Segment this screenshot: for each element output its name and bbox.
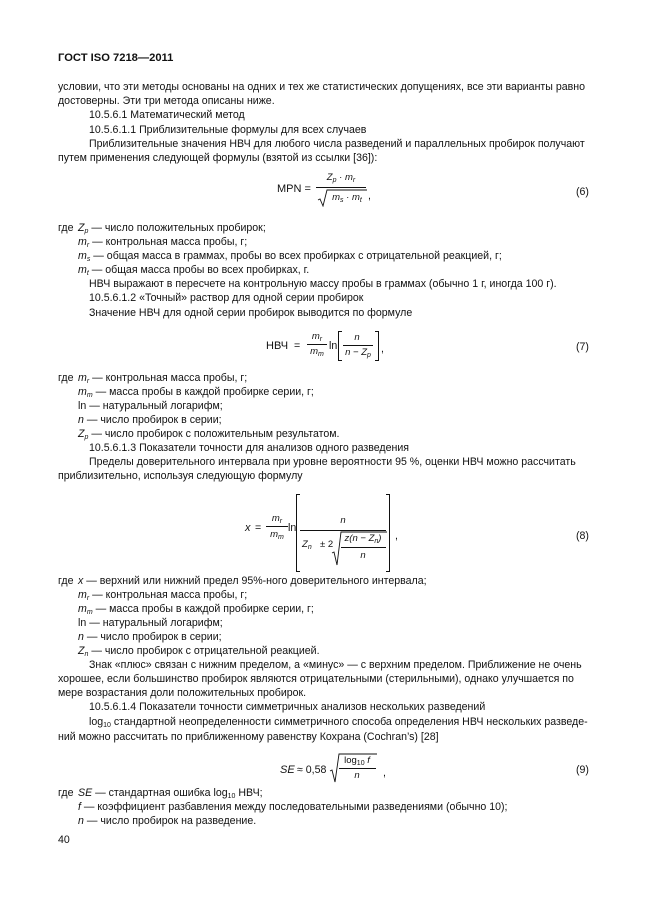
equation-number: (8) [576, 530, 589, 542]
formula-comma: , [383, 767, 386, 779]
formula-equals: = [294, 340, 301, 352]
definition-item: ln — натуральный логарифм; [78, 400, 223, 412]
left-bracket [296, 494, 300, 572]
formula-denominator: $m_m$ [310, 346, 324, 358]
fraction-bar [307, 344, 327, 345]
inner-numerator: n [354, 332, 360, 343]
paragraph-line: Знак «плюс» связан с нижним пределом, а «минус» — с верхним пределом. Приближение не очень [89, 659, 582, 671]
formula-comma: , [368, 190, 371, 202]
fraction-bar [339, 768, 376, 769]
definition-item: ln — натуральный логарифм; [78, 617, 223, 629]
formula-comma: , [395, 530, 398, 542]
fraction-bar [341, 547, 386, 548]
definition-item: $m_s$ — общая масса в граммах, пробы во всех пробирках с отрицательной реакцией, г; [78, 250, 502, 263]
definition-item: n — число пробирок в серии; [78, 414, 222, 426]
section-heading: 10.5.6.1.2 «Точный» раствор для одной серии пробирок [89, 292, 364, 304]
formula-denominator: $m_s \cdot m_t$ [332, 192, 362, 204]
definition-item: $m_m$ — масса пробы в каждой пробирке серии, г; [78, 386, 314, 399]
fraction-bar [316, 187, 366, 188]
definition-item: $m_r$ — контрольная масса пробы, г; [78, 589, 248, 602]
paragraph-line: $\log_{10}$ стандартной неопределенности симметричного способа определения НВЧ нескольких разведе- [89, 716, 588, 729]
paragraph-line: приблизительно, используя следующую формулу [58, 470, 303, 482]
paragraph-line: условии, что эти методы основаны на одних и тех же статистических допущениях, все эти варианты равно [58, 81, 585, 93]
right-bracket [375, 331, 379, 361]
ln-operator: ln [288, 522, 297, 534]
formula-lhs: НВЧ [266, 340, 289, 352]
paragraph-line: Значение НВЧ для одной серии пробирок выводится по формуле [89, 307, 413, 319]
paragraph-line: мере возрастания доли положительных пробирок. [58, 687, 307, 699]
definition-item: $m_r$ — контрольная масса пробы, г; [78, 236, 248, 249]
paragraph-line: путем применения следующей формулы (взятой из ссылки [36]): [58, 152, 378, 164]
formula-lhs: SE [280, 764, 295, 776]
section-heading: 10.5.6.1.4 Показатели точности симметричных анализов нескольких разведений [89, 701, 486, 713]
where-label: где [58, 575, 74, 587]
equation-number: (9) [576, 764, 589, 776]
radical-numerator: $z(n - Z_n)$ [344, 533, 382, 545]
document-header: ГОСТ ISO 7218—2011 [58, 52, 174, 64]
fraction-bar [343, 345, 373, 346]
formula-equals: = [255, 522, 262, 534]
page-number: 40 [58, 834, 70, 846]
definition-item: x — верхний или нижний предел 95%-ного доверительного интервала; [78, 575, 427, 587]
equation-number: (6) [576, 186, 589, 198]
inner-numerator: n [340, 515, 346, 526]
definition-item: $Z_p$ — число пробирок с положительным результатом. [78, 428, 340, 441]
section-heading: 10.5.6.1.3 Показатели точности для анализов одного разведения [89, 442, 409, 454]
formula-numerator: $m_r$ [311, 331, 323, 343]
definition-item: $m_r$ — контрольная масса пробы, г; [78, 372, 248, 385]
plus-minus-term: ± 2 [320, 539, 334, 550]
formula-numerator: $Z_p \cdot m_r$ [326, 172, 356, 184]
paragraph-line: достоверны. Эти три метода описаны ниже. [58, 95, 275, 107]
definition-item: $Z_n$ — число пробирок с отрицательной реакцией. [78, 645, 320, 658]
definition-item: n — число пробирок на разведение. [78, 815, 257, 827]
formula-lhs: MPN = [277, 183, 311, 195]
formula-approx: ≈ 0,58 [297, 764, 327, 776]
section-heading: 10.5.6.1.1 Приблизительные формулы для всех случаев [89, 124, 367, 136]
zn-term: $Z_n$ [302, 539, 312, 551]
definition-item: SE — стандартная ошибка $\log_{10}$ НВЧ; [78, 787, 263, 800]
formula-numerator: $m_r$ [271, 513, 283, 525]
section-heading: 10.5.6.1 Математический метод [89, 109, 245, 121]
paragraph-line: Пределы доверительного интервала при уровне вероятности 95 %, оценки НВЧ можно рассчитать [89, 456, 576, 468]
paragraph-line: Приблизительные значения НВЧ для любого числа разведений и параллельных пробирок получают [89, 138, 585, 150]
paragraph-line: хорошее, если большинство пробирок являются отрицательными (стерильными), однако улучшается по [58, 673, 574, 685]
definition-item: n — число пробирок в серии; [78, 631, 222, 643]
inner-denominator: $n - Z_p$ [345, 347, 371, 359]
definition-item: $m_m$ — масса пробы в каждой пробирке серии, г; [78, 603, 314, 616]
formula-denominator: $m_m$ [270, 529, 284, 541]
where-label: где [58, 222, 74, 234]
radical-denominator: n [360, 550, 366, 561]
right-bracket [386, 494, 390, 572]
definition-item: f — коэффициент разбавления между последовательными разведениями (обычно 10); [78, 801, 508, 813]
ln-operator: ln [329, 340, 338, 352]
radical-denominator: n [354, 770, 360, 781]
fraction-bar [266, 526, 288, 527]
paragraph-line: НВЧ выражают в пересчете на контрольную массу пробы в граммах (обычно 1 г, иногда 100 г). [89, 278, 557, 290]
where-label: где [58, 787, 74, 799]
where-label: где [58, 372, 74, 384]
paragraph-line: ний можно рассчитать по приближенному равенству Кохрана (Cochran’s) [28] [58, 731, 439, 743]
formula-comma: , [381, 343, 384, 355]
definition-item: $Z_p$ — число положительных пробирок; [78, 222, 266, 235]
radical-numerator: $\log_{10} f$ [344, 755, 370, 767]
equation-number: (7) [576, 341, 589, 353]
formula-lhs: x [245, 522, 251, 534]
definition-item: $m_t$ — общая масса пробы во всех пробирках, г. [78, 264, 310, 277]
